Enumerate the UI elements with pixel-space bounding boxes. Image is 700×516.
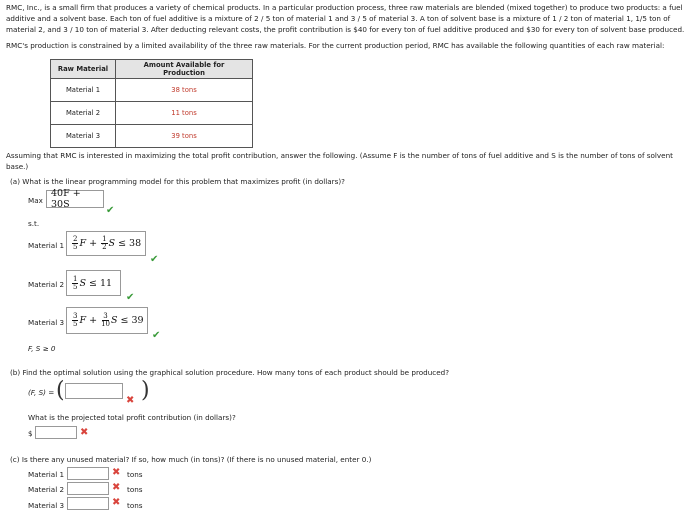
- unused-material-1-input[interactable]: [67, 467, 109, 480]
- material-cell: Material 3: [51, 125, 116, 148]
- correct-check-icon: ✔: [106, 205, 115, 216]
- problem-intro: RMC, Inc., is a small firm that produces a variety of chemical products. In a particular production process, three raw materials are blended (mixed together) to produce two products: a fuel additive and a solvent base. Each ton of fuel additive is a mixture of 2 / 5 ton of material 1 and 3 / 5 of material 3. A ton of solvent base is a mixture of 1 / 2 ton of material 1, 1/5 ton of material 2, and 3 / 10 ton of material 3. After deducting relevant costs, the profit contribution is $40 for every ton of fuel additive produced and $30 for every ton of solvent base produced.: [6, 3, 685, 34]
- assumption-text: Assuming that RMC is interested in maximizing the total profit contribution, answer the following. (Assume F is the number of tons of fuel additive and S is the number of tons of solvent base.): [6, 151, 673, 171]
- profit-input[interactable]: [35, 426, 77, 439]
- part-c-question: (c) Is there any unused material? If so, how much (in tons)? (If there is no unused material, enter 0.): [10, 455, 372, 464]
- fraction: $\frac{1}{5}$: [73, 274, 78, 291]
- fraction: $\frac{3}{5}$: [73, 312, 78, 328]
- unit-label: tons: [127, 485, 143, 494]
- st-label: s.t.: [28, 219, 40, 228]
- material-cell: Material 1: [51, 79, 116, 102]
- right-paren: ): [141, 378, 150, 403]
- unused-material-2-input[interactable]: [67, 482, 109, 495]
- constraint-label: Material 3: [28, 318, 65, 327]
- table-header: Amount Available for Production: [116, 60, 253, 79]
- profit-question: What is the projected total profit contribution (in dollars)?: [28, 413, 236, 422]
- left-paren: (: [56, 378, 65, 403]
- correct-check-icon: ✔: [152, 330, 161, 341]
- incorrect-x-icon: ✖: [80, 427, 89, 438]
- material-2-constraint-input[interactable]: $\frac{1}{5}$ S ≤ 11: [66, 270, 121, 296]
- constraint-label: Material 1: [28, 241, 65, 250]
- unused-label: Material 2: [28, 485, 65, 494]
- unused-label: Material 3: [28, 501, 65, 510]
- incorrect-x-icon: ✖: [112, 497, 121, 508]
- fs-label: (F, S) =: [28, 388, 55, 397]
- max-label: Max: [28, 196, 43, 205]
- availability-text: RMC's production is constrained by a limited availability of the three raw materials. For the current production period, RMC has available the following quantities of each raw material:: [6, 41, 665, 50]
- fraction: $\frac{3}{10}$: [101, 312, 110, 328]
- objective-input[interactable]: [46, 190, 104, 208]
- table-header: Raw Material: [51, 60, 116, 79]
- table-row: [51, 102, 253, 125]
- raw-material-table: [50, 59, 253, 148]
- incorrect-x-icon: ✖: [112, 467, 121, 478]
- material-cell: Material 2: [51, 102, 116, 125]
- table-row: [51, 125, 253, 148]
- dollar-sign: $: [28, 429, 33, 438]
- table-row: [51, 79, 253, 102]
- amount-cell: 38 tons: [116, 79, 253, 102]
- rhs-value: 39: [131, 315, 144, 326]
- fraction: $\frac{2}{5}$: [73, 235, 78, 251]
- correct-check-icon: ✔: [150, 254, 159, 265]
- incorrect-x-icon: ✖: [112, 482, 121, 493]
- rhs-value: 11: [99, 277, 113, 289]
- fraction: $\frac{1}{2}$: [102, 235, 107, 251]
- fs-input[interactable]: [65, 383, 123, 399]
- part-a-question: (a) What is the linear programming model for this problem that maximizes profit (in dollars)?: [10, 177, 345, 186]
- material-3-constraint-input[interactable]: $\frac{3}{5}$ F + $\frac{3}{10}$ S ≤ 39: [66, 307, 148, 334]
- unused-material-3-input[interactable]: [67, 497, 109, 510]
- unused-label: Material 1: [28, 470, 65, 479]
- objective-value: 40F + 30S: [51, 188, 81, 210]
- amount-cell: 39 tons: [116, 125, 253, 148]
- unit-label: tons: [127, 470, 143, 479]
- unit-label: tons: [127, 501, 143, 510]
- incorrect-x-icon: ✖: [126, 395, 135, 406]
- correct-check-icon: ✔: [126, 292, 135, 303]
- material-1-constraint-input[interactable]: $\frac{2}{5}$ F + $\frac{1}{2}$ S ≤ 38: [66, 231, 146, 256]
- rhs-value: 38: [129, 238, 142, 249]
- constraint-label: Material 2: [28, 280, 65, 289]
- amount-cell: 11 tons: [116, 102, 253, 125]
- part-b-question: (b) Find the optimal solution using the graphical solution procedure. How many tons of each product should be produced?: [10, 368, 450, 377]
- nonnegativity: F, S ≥ 0: [28, 344, 56, 353]
